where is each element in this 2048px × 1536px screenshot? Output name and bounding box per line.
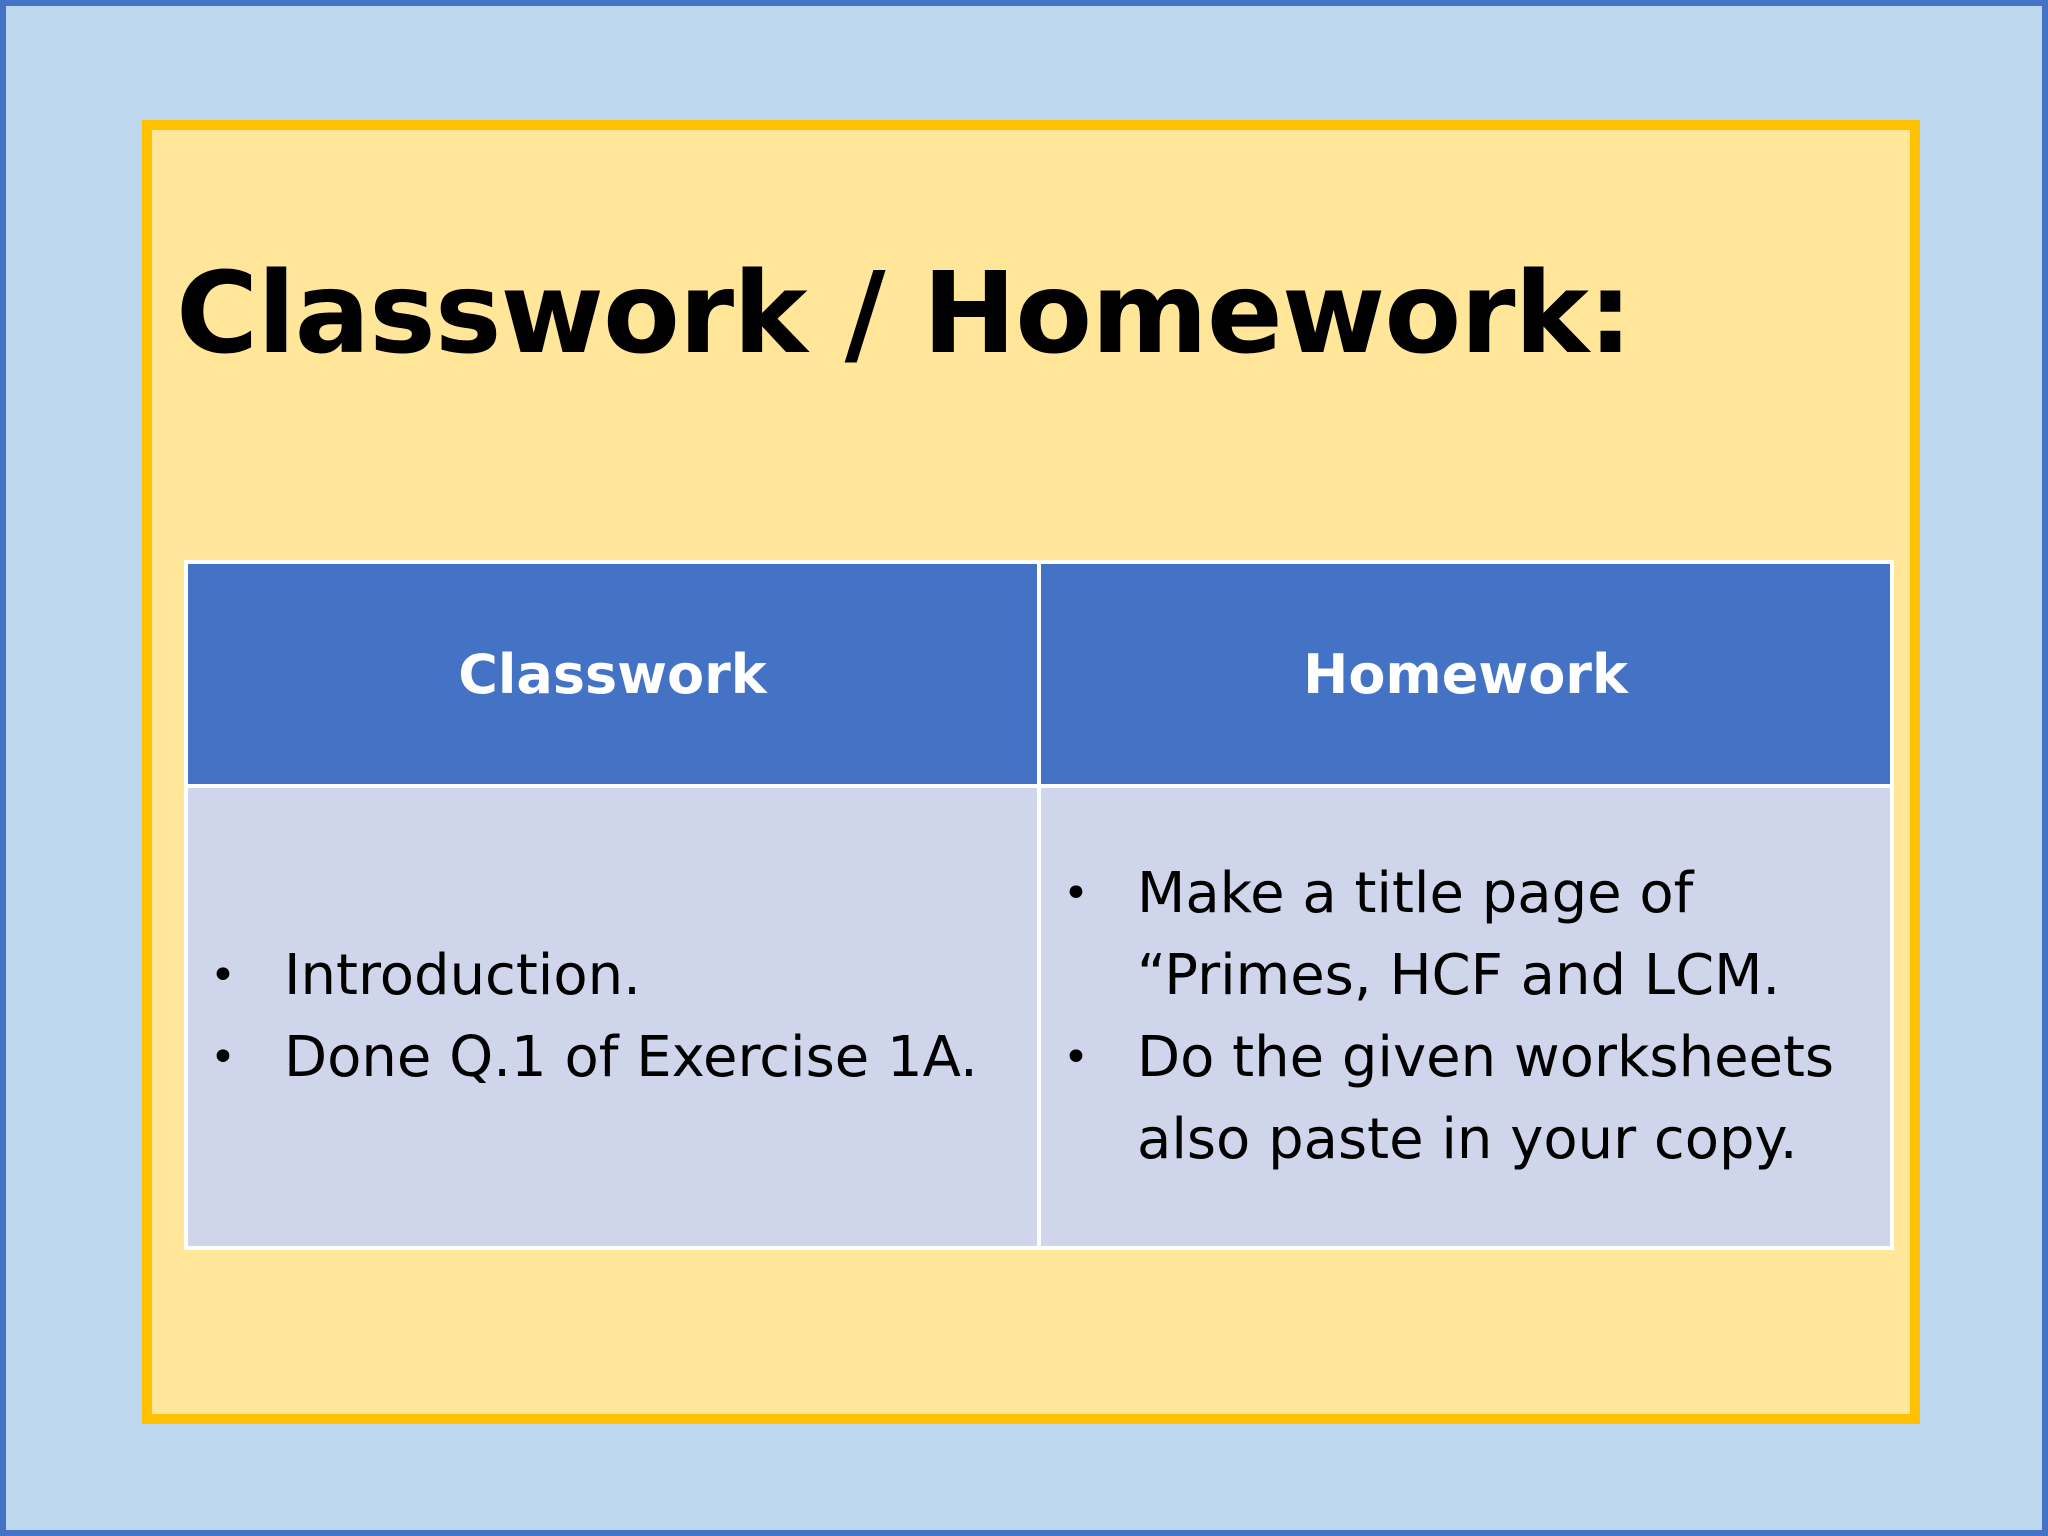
bullet-icon: •: [1063, 1032, 1089, 1083]
table-header-row: [186, 562, 1892, 786]
bullet-icon: •: [210, 950, 236, 1001]
list-item: [188, 1017, 1037, 1099]
slide-title: Classwork / Homework:: [176, 249, 1632, 379]
list-item: [1041, 853, 1850, 1017]
header-homework: Homework: [1039, 562, 1892, 786]
classwork-list: [188, 935, 1037, 1099]
list-item: [1041, 1017, 1850, 1181]
bullet-icon: •: [210, 1032, 236, 1083]
homework-cell: [1039, 786, 1892, 1248]
assignment-table: [184, 560, 1894, 1250]
table-row: [186, 786, 1892, 1248]
homework-item-text: Make a title page of “Primes, HCF and LCM.: [1137, 861, 1781, 1008]
header-classwork: Classwork: [186, 562, 1039, 786]
list-item: [188, 935, 1037, 1017]
content-panel: [142, 120, 1920, 1424]
bullet-icon: •: [1063, 868, 1089, 919]
homework-list: [1041, 853, 1890, 1181]
classwork-item-text: Introduction.: [284, 943, 641, 1008]
classwork-cell: [186, 786, 1039, 1248]
classwork-item-text: Done Q.1 of Exercise 1A.: [284, 1025, 978, 1090]
homework-item-text: Do the given worksheets also paste in your copy.: [1137, 1025, 1835, 1172]
